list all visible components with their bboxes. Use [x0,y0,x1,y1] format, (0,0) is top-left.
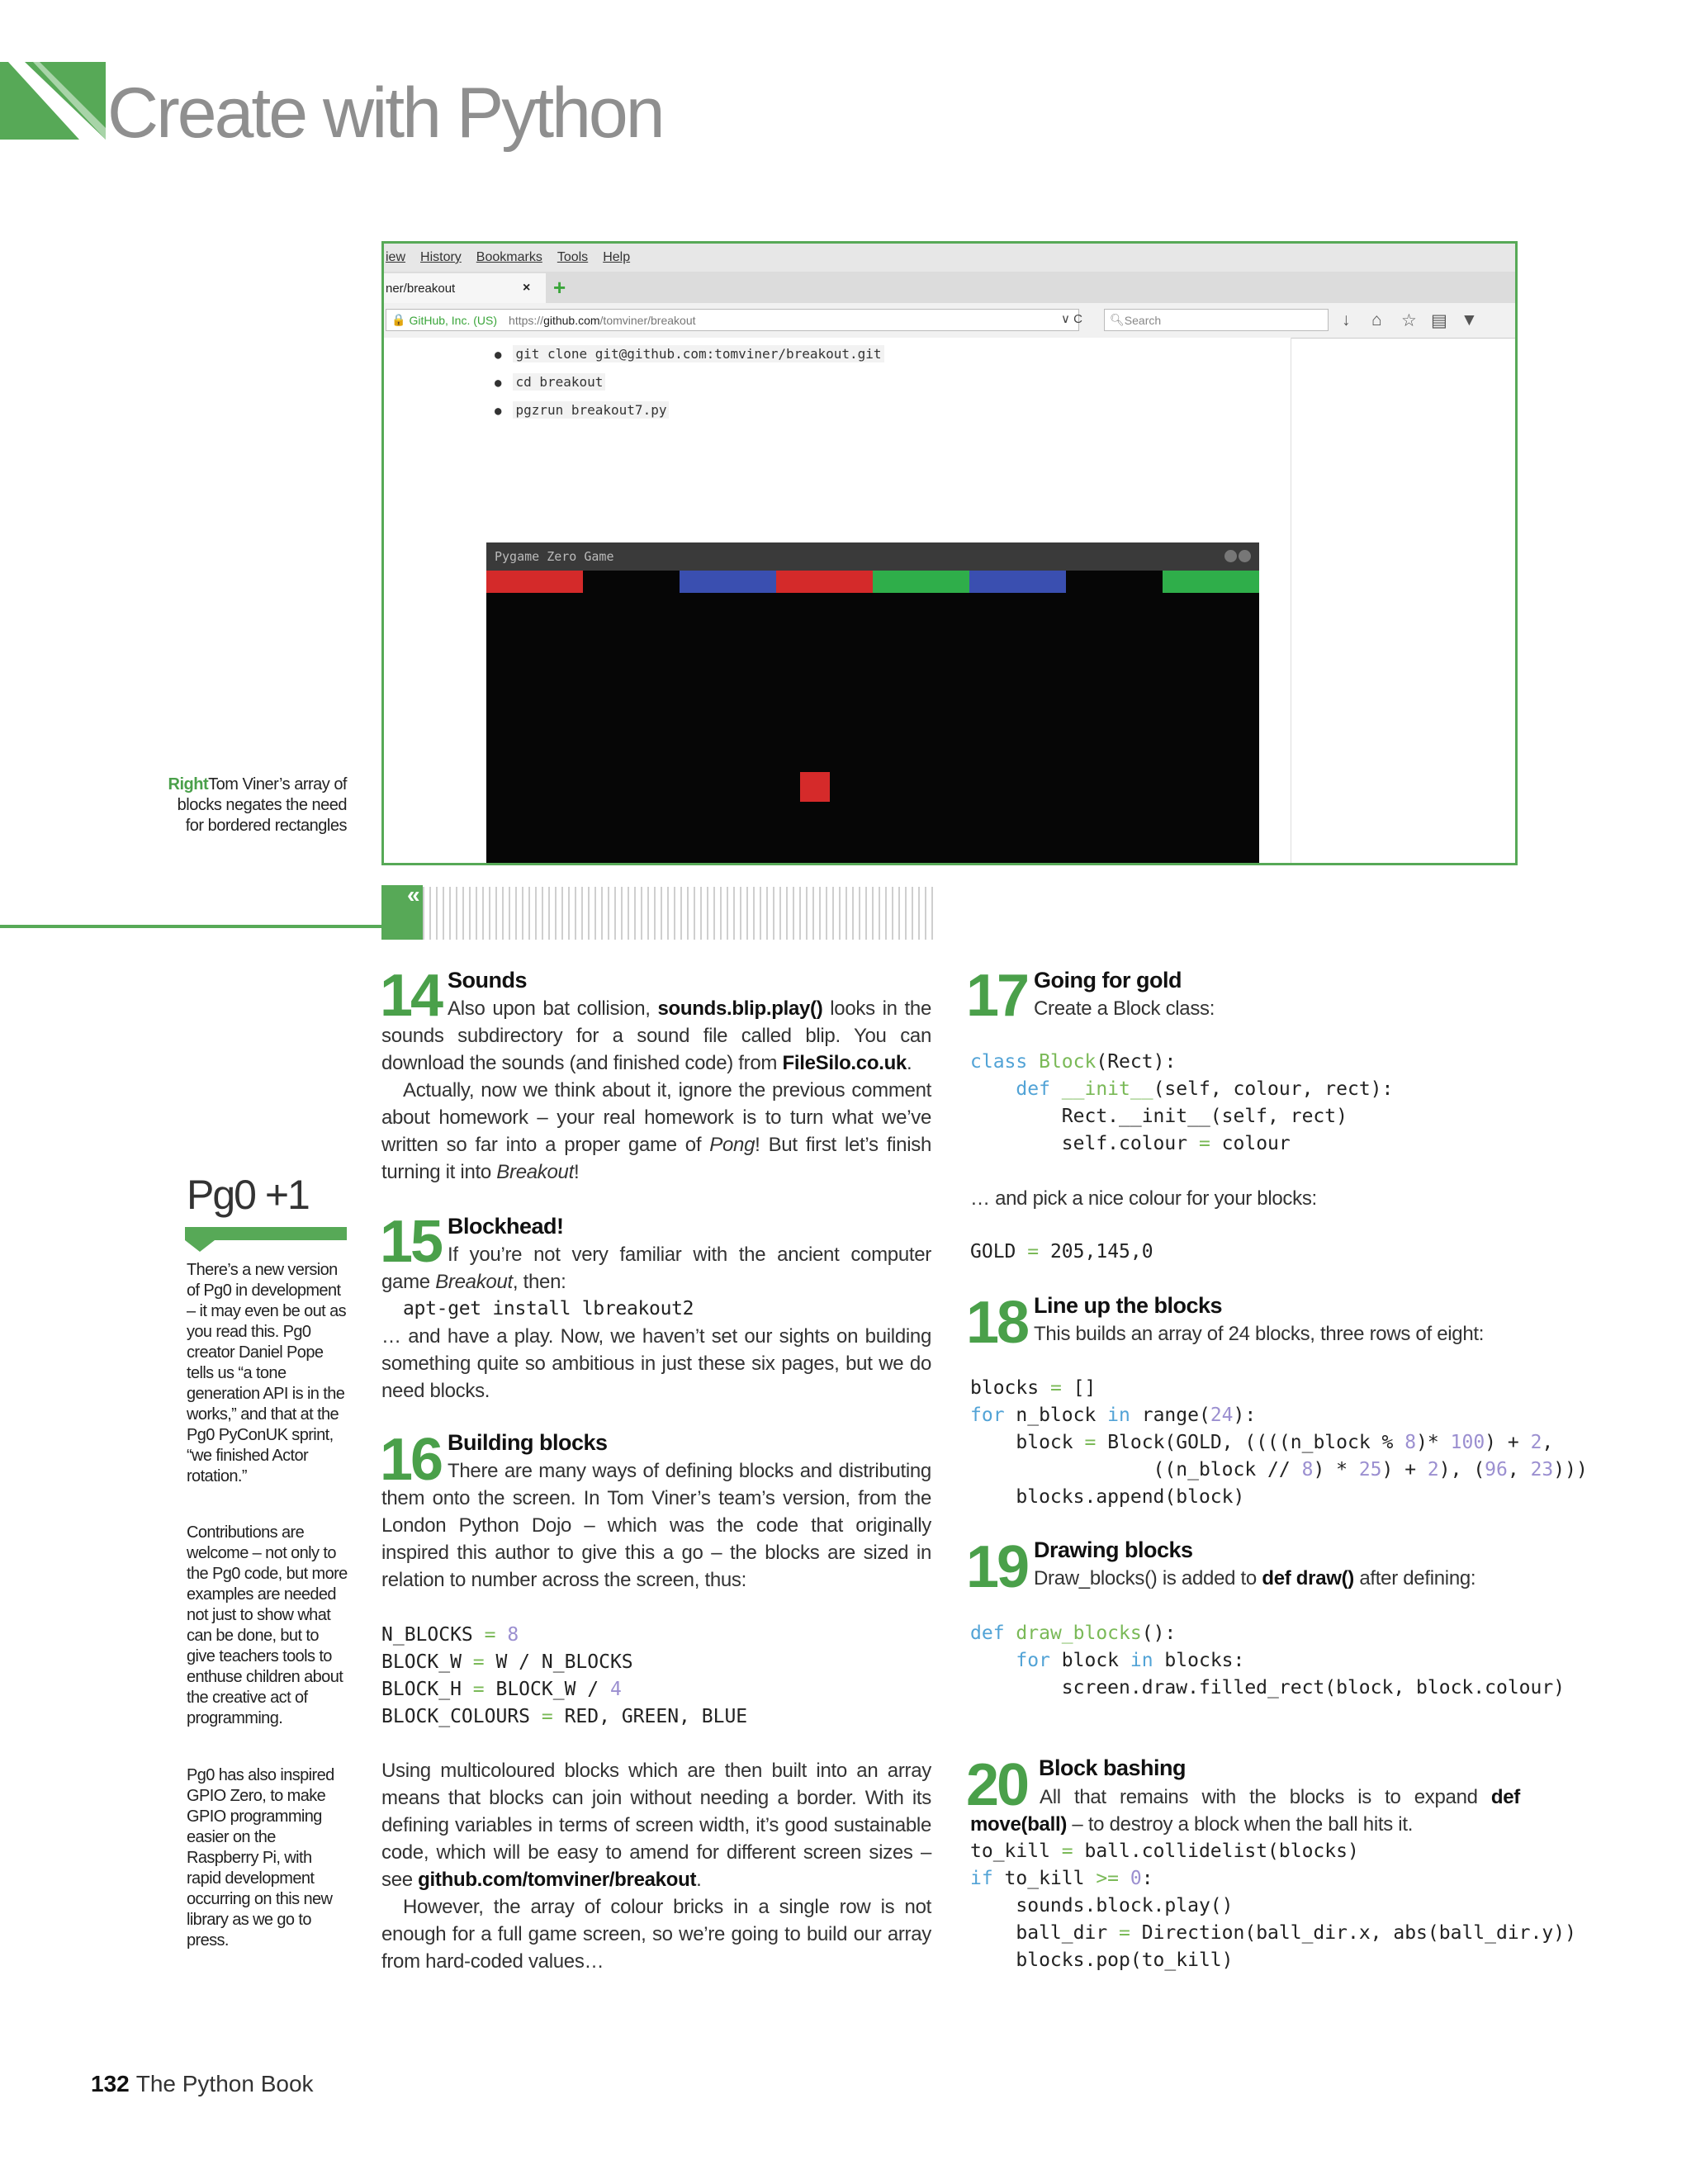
game-block [486,571,583,593]
step-number: 17 [966,963,1028,1029]
window-control-icons[interactable] [1223,550,1253,563]
page-number: 132 [91,2071,130,2096]
body-paragraph: However, the array of colour bricks in a single row is not enough for a full game screen, so we’re going to build our array from hard-coded values… [381,1896,931,1973]
sidebar-title-notch [185,1240,215,1252]
address-bar[interactable] [386,309,1079,331]
game-ball [800,772,830,802]
url-domain: github.com [543,313,600,327]
command-line: ● git clone git@github.com:tomviner/breakout.git [495,346,884,362]
menu-item-history[interactable]: History [420,250,462,264]
browser-content [384,338,1291,863]
game-window-title: Pygame Zero Game [495,549,614,564]
body-paragraph: Actually, now we think about it, ignore the previous comment about homework – your real homework is to turn what we’ve written so far into a proper game of Pong! But first let’s finish turning it into Breakout! [381,1079,931,1183]
step-heading: Going for gold [1034,968,1182,993]
page-footer [91,2071,314,2097]
code-block: def draw_blocks(): for block in blocks: screen.draw.filled_rect(block, block.colour) [970,1623,1565,1698]
browser-menubar [384,244,1515,272]
step-intro: Create a Block class: [1034,997,1215,1020]
url-prefix: https:// [509,313,544,327]
game-block [776,571,873,593]
game-window-titlebar [486,542,1259,571]
home-icon[interactable]: ⌂ [1371,310,1382,329]
sidebar-title-bar [185,1227,347,1240]
code-block: to_kill = ball.collidelist(blocks) if to_kill >= 0: sounds.block.play() ball_dir = Direction(ball_dir.x, abs(ball_dir.y)) blocks.pop(to_kill) [970,1841,1576,1971]
sidebar-paragraph: Contributions are welcome – not only to the Pg0 code, but more examples are needed not just to show what can be done, but to give teachers tools to enthuse children about the creative act of programming. [187,1523,348,1727]
code-block: class Block(Rect): def __init__(self, colour, rect): Rect.__init__(self, rect) self.colour = colour [970,1051,1394,1154]
menu-item-view[interactable]: iew [386,250,406,264]
browser-navbar [384,303,1515,339]
game-block [969,571,1066,593]
menu-item-bookmarks[interactable]: Bookmarks [476,250,542,264]
tab-close-icon[interactable]: × [523,281,531,295]
menu-item-help[interactable]: Help [603,250,631,264]
code-line: GOLD = 205,145,0 [970,1241,1153,1263]
game-block [873,571,969,593]
step-heading: Sounds [448,968,527,993]
new-tab-icon[interactable]: + [553,275,566,300]
body-paragraph: Also upon bat collision, sounds.blip.play() looks in the sounds subdirectory for a sound file called blip. You can download the sounds (and finished code) from FileSilo.co.uk. [381,997,931,1074]
site-identity: GitHub, Inc. (US) [409,313,498,327]
step-intro: This builds an array of 24 blocks, three rows of eight: [1034,1323,1485,1345]
game-block [583,571,680,593]
step-body [381,1757,931,1975]
code-line: apt-get install lbreakout2 [403,1298,694,1319]
url-path: /tomviner/breakout [599,313,696,327]
caption-text: Tom Viner’s array of blocks negates the need for bordered rectangles [177,775,347,835]
browser-tabbar [384,272,1515,303]
sidebar-paragraph: There’s a new version of Pg0 in development – it may even be out as you read this. Pg0 creator Daniel Pope tells us “a tone generation API is in the works,” and that at the Pg0 PyConUK sprint, “we finished Actor rotation.” [187,1261,346,1485]
book-title: The Python Book [135,2071,314,2096]
game-window [486,542,1259,865]
step-body: … and pick a nice colour for your blocks: [970,1187,1317,1210]
pocket-icon[interactable]: ▼ [1461,310,1478,329]
body-paragraph: If you’re not very familiar with the ancient computer game Breakout, then: [381,1244,931,1293]
step-heading: Block bashing [1039,1755,1187,1780]
reload-icon[interactable]: ∨ C [1061,312,1082,326]
search-input[interactable] [1104,309,1329,331]
game-block [1163,571,1259,593]
menu-item-tools[interactable]: Tools [557,250,589,264]
browser-tab[interactable] [384,273,546,303]
chevron-left-icon: « [407,882,420,907]
sidebar-paragraph: Pg0 has also inspired GPIO Zero, to make GPIO programming easier on the Raspberry Pi, with rapid development occurring on this new library as we go to press. [187,1766,334,1949]
code-block: N_BLOCKS = 8 BLOCK_W = W / N_BLOCKS BLOCK_H = BLOCK_W / 4 BLOCK_COLOURS = RED, GREEN, BLUE [381,1624,748,1727]
step-heading: Blockhead! [448,1214,564,1239]
command-line: ● cd breakout [495,374,605,390]
step-number: 18 [966,1290,1028,1356]
body-paragraph: … and have a play. Now, we haven’t set our sights on building something quite so ambitious in just these six pages, but we do need blocks. [381,1325,931,1402]
section-divider-line [0,925,381,928]
body-paragraph: There are many ways of defining blocks and distributing them onto the screen. In Tom Viner’s team’s version, from the London Python Dojo – which was the code that originally inspired this author to give this a go – the blocks are sized in relation to number across the screen, thus: [381,1460,931,1591]
clipboard-icon[interactable]: ▤ [1431,311,1447,330]
search-placeholder: Search [1124,313,1162,327]
command-line: ● pgzrun breakout7.py [495,402,669,418]
body-paragraph: Using multicoloured blocks which are then built into an array means that blocks can join without needing a border. With its defining variables in terms of screen width, it’s good sustainable code, which will be easy to amend for different screen sizes – see github.com/tomviner/breakout. [381,1760,931,1891]
step-heading: Building blocks [448,1430,608,1455]
step-heading: Drawing blocks [1034,1537,1193,1562]
search-icon: 🔍︎ [1110,313,1125,326]
step-body [381,995,931,1186]
step-number: 16 [380,1427,442,1493]
header-tab-graphic [0,62,106,140]
step-body [381,1241,931,1405]
page-title: Create with Python [107,73,663,153]
screenshot-figure [381,241,1518,865]
code-block: blocks = [] for n_block in range(24): block = Block(GOLD, ((((n_block % 8)* 100) + 2, ((n_block // 8) * 25) + 2), (96, 23))) blocks.append(block) [970,1377,1588,1508]
step-heading: Line up the blocks [1034,1293,1223,1318]
lock-icon: 🔒 [391,313,406,326]
step-body [381,1457,931,1594]
caption-lead: Right [168,775,209,794]
section-divider-stripes [423,887,933,940]
browser-tab-label: ner/breakout [386,281,456,296]
step-number: 14 [380,963,442,1029]
step-body [970,1784,1520,1838]
step-number: 15 [380,1209,442,1275]
step-number: 20 [966,1752,1028,1818]
bookmark-star-icon[interactable]: ☆ [1401,311,1417,330]
game-block [680,571,776,593]
sidebar-title: Pg0 +1 [187,1172,309,1218]
download-icon[interactable]: ↓ [1342,310,1351,329]
figure-caption [165,775,347,836]
body-paragraph: All that remains with the blocks is to expand def move(ball) – to destroy a block when the ball hits it. [970,1786,1520,1836]
step-number: 19 [966,1534,1028,1600]
step-intro: Draw_blocks() is added to def draw() after defining: [1034,1567,1476,1589]
game-block [1066,571,1163,593]
